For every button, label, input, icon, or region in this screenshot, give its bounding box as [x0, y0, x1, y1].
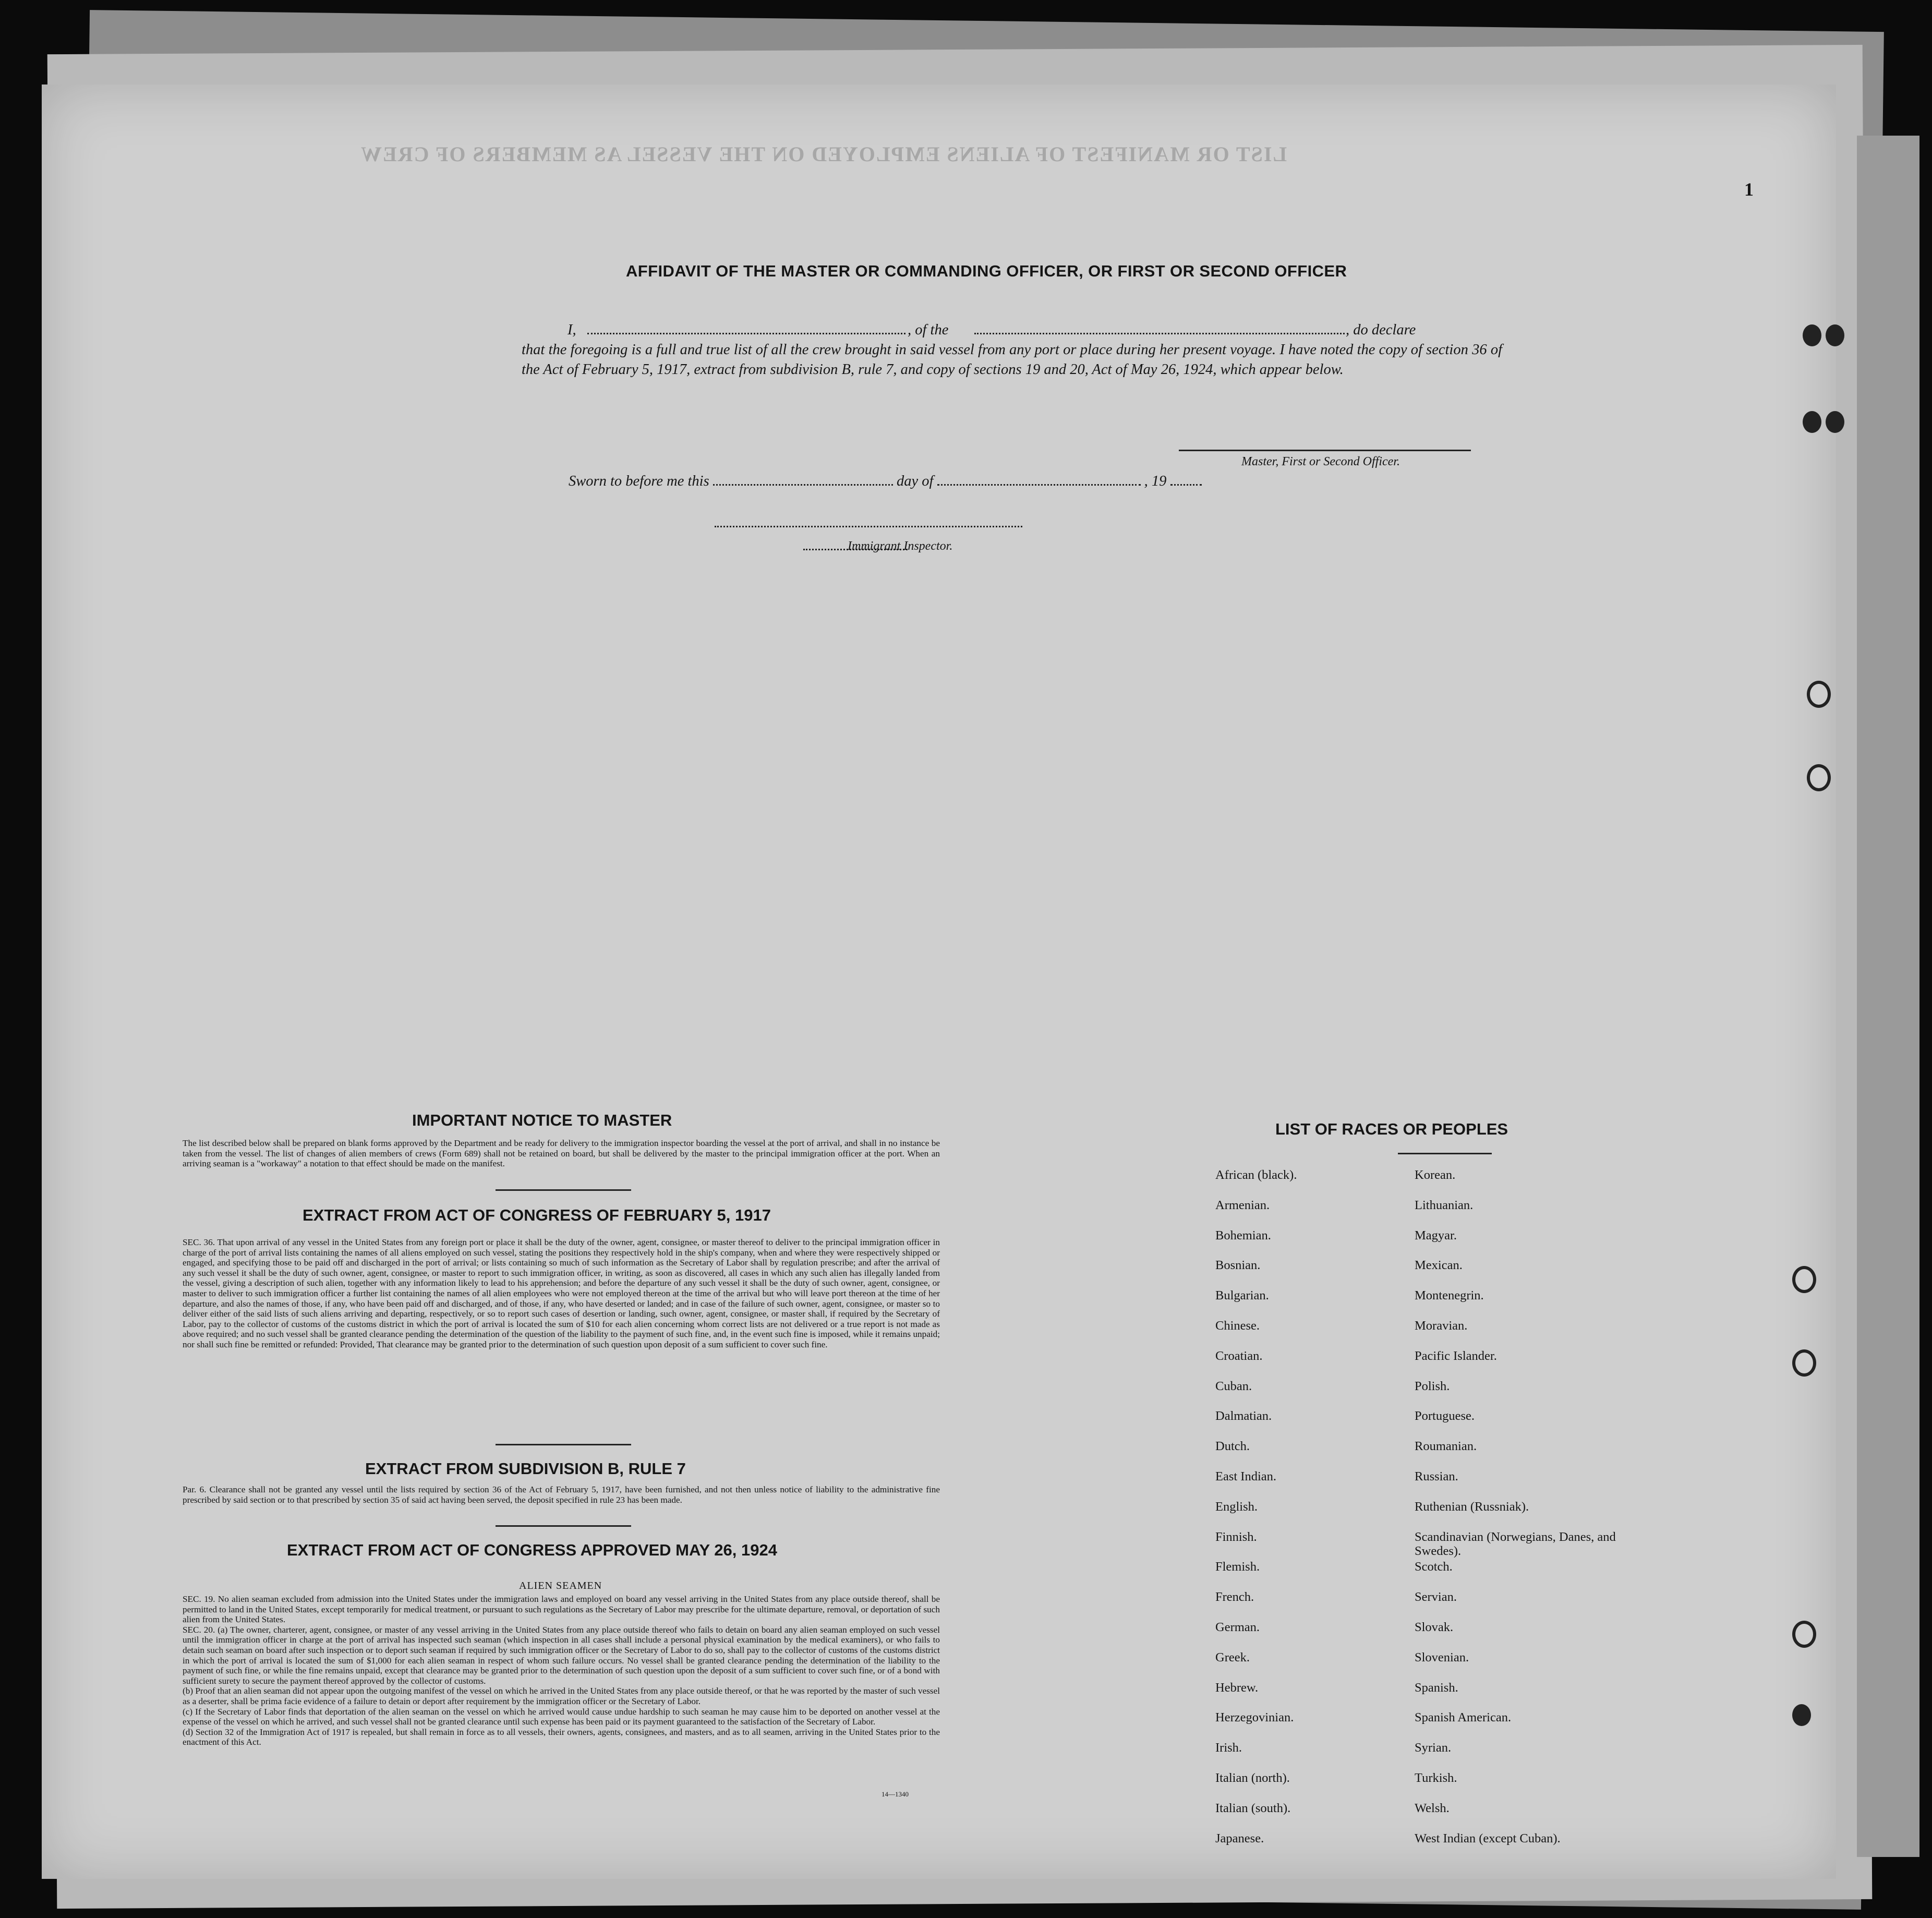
sworn-year-field[interactable]	[1170, 472, 1202, 486]
affidavit-i: I,	[567, 322, 576, 338]
race-item: Finnish.	[1215, 1529, 1257, 1544]
notice-title: IMPORTANT NOTICE TO MASTER	[412, 1111, 672, 1129]
signature-label: Master, First or Second Officer.	[1241, 455, 1400, 468]
sec-20b: (b) Proof that an alien seaman did not appear upon the outgoing manifest of the vessel on which he arrived in the United States from any place outside thereof, or that he was reported by the master of such vessel as a deserter, shall be prima facie evidence of a failure to detain or deport after requirement by the immigration officer or the Secretary of Labor.	[183, 1686, 940, 1706]
extract-1924-text	[183, 1594, 940, 1747]
sec-19: SEC. 19. No alien seaman excluded from admission into the United States under the immigration laws and employed on board any vessel arriving in the United States from any place outside thereof, shall be permitted to land in the United States, except temporarily for medical treatment, or pursuant to such regulations as the Secretary of Labor may prescribe for the ultimate departure, removal, or deportation of such alien from the United States.	[183, 1594, 940, 1625]
race-item: Bosnian.	[1215, 1258, 1261, 1273]
signature-line[interactable]	[1179, 450, 1471, 451]
race-item: Chinese.	[1215, 1318, 1260, 1333]
sworn-day-field[interactable]	[713, 472, 893, 486]
affidavit-declare: , do declare	[1346, 322, 1416, 338]
affidavit-text	[522, 320, 1502, 380]
race-item: Scotch.	[1415, 1560, 1453, 1574]
section-divider	[496, 1525, 631, 1527]
race-item: Welsh.	[1415, 1801, 1450, 1815]
sworn-day-of: day of	[896, 473, 934, 489]
race-item: West Indian (except Cuban).	[1415, 1831, 1561, 1845]
officer-name-field[interactable]	[587, 320, 905, 334]
race-item: Irish.	[1215, 1741, 1242, 1755]
sworn-prefix: Sworn to before me this	[569, 473, 709, 489]
race-item: East Indian.	[1215, 1469, 1277, 1483]
form-number: 14—1340	[882, 1790, 909, 1798]
race-item: Mexican.	[1415, 1258, 1463, 1273]
affidavit-body: that the foregoing is a full and true list of all the crew brought in said vessel from any port or place during her present voyage. I have noted the copy of section 36 of the Act of February 5, 1917, extract from subdivision B, rule 7, and copy of sections 19 and 20, Act of May 26, 1924, which appear below.	[522, 342, 1502, 378]
race-item: Italian (north).	[1215, 1770, 1290, 1785]
punch-hole	[1826, 411, 1844, 433]
race-item: Ruthenian (Russniak).	[1415, 1499, 1529, 1514]
race-item: Roumanian.	[1415, 1439, 1477, 1454]
extract-1917-text: SEC. 36. That upon arrival of any vessel in the United States from any foreign port or place it shall be the duty of the owner, agent, consignee, or master thereof to deliver to the principal immigration officer in charge of the port of arrival lists containing the names of all aliens employed on such vessel, stating the positions they respectively hold in the ship's company, when and where they were respectively shipped or engaged, and specifying those to be paid off and discharged in the port of arrival; or lists containing so much of such information as the Secretary of Labor shall by regulation prescribe; and after the arrival of any such vessel it shall be the duty of such owner, agent, consignee, or master to report to such immigration officer, in writing, as soon as discovered, all cases in which any such alien has illegally landed from the vessel, giving a description of such alien, together with any information likely to lead to his apprehension; and before the departure of any such vessel it shall be the duty of such owner, agent, consignee, or master to deliver to such immigration officer a further list containing the names of all alien employees who were not employed thereon at the time of the arrival but who will leave port thereon at the time of her departure, and also the names of those, if any, who have been paid off and discharged, and of those, if any, who have deserted or landed; and in case of the failure of such owner, agent, consignee, or master so to deliver either of the said lists of such aliens arriving and departing, respectively, or so to report such cases of desertion or landing, such owner, agent, consignee, or master shall, if required by the Secretary of Labor, pay to the collector of customs of the customs district in which the port of arrival is located the sum of $10 for each alien concerning whom correct lists are not delivered or a true report is not made as above required; and no such vessel shall be granted clearance pending the determination of the question of the liability to the payment of such fine, and, in the event such fine is imposed, while it remains unpaid; nor shall such fine be remitted or refunded: Provided, That clearance may be granted prior to the determination of such question upon deposit of a sum sufficient to cover such fine.	[183, 1237, 940, 1349]
extract-1917-title: EXTRACT FROM ACT OF CONGRESS OF FEBRUARY 5, 1917	[303, 1206, 771, 1224]
race-item: Korean.	[1415, 1168, 1456, 1182]
race-item: Slovak.	[1415, 1620, 1454, 1634]
race-item: Polish.	[1415, 1379, 1450, 1393]
race-item: Dalmatian.	[1215, 1409, 1272, 1424]
race-item: Cuban.	[1215, 1379, 1252, 1393]
race-item: Slovenian.	[1415, 1650, 1469, 1664]
race-item: Herzegovinian.	[1215, 1710, 1294, 1725]
inspector-signature-line[interactable]	[715, 526, 1022, 527]
extract-1924-title: EXTRACT FROM ACT OF CONGRESS APPROVED MAY 26, 1924	[287, 1541, 777, 1559]
race-item: Lithuanian.	[1415, 1198, 1474, 1212]
punch-hole	[1807, 681, 1831, 708]
sec-20a: SEC. 20. (a) The owner, charterer, agent, consignee, or master of any vessel arriving in the United States from any place outside thereof who fails to detain on board any alien seaman employed on such vessel until the immigration officer in charge at the port of arrival has inspected such seaman (which inspection in all cases shall include a personal physical examination by the medical examiners), or who fails to detain such seaman on board after such inspection or to deport such seaman if required by such immigration officer or the Secretary of Labor to do so, shall pay to the collector of customs of the customs district in which the port of arrival is located the sum of $1,000 for each alien seaman in respect of whom such failure occurs. No vessel shall be granted clearance pending the determination of the liability to the payment of such fine, or while the fine remains unpaid, except that clearance may be granted prior to the determination of such question upon the deposit of a sum sufficient to cover such fine, or of a bond with sufficient surety to secure the payment thereof approved by the collector of customs.	[183, 1624, 940, 1686]
alien-seamen-subtitle: ALIEN SEAMEN	[519, 1580, 602, 1591]
notice-text: The list described below shall be prepared on blank forms approved by the Department and be ready for delivery to the immigration inspector boarding the vessel at the port of arrival, and shall in no instance be taken from the vessel. The list of changes of alien members of crews (Form 689) shall not be retained on board, but shall be delivered by the master to the principal immigration officer at the port. When an arriving seaman is a "workaway" a notation to that effect should be made on the manifest.	[183, 1138, 940, 1169]
race-item: French.	[1215, 1590, 1254, 1605]
race-item: Greek.	[1215, 1650, 1250, 1664]
race-item: Armenian.	[1215, 1198, 1270, 1212]
punch-hole	[1803, 324, 1821, 346]
inspector-label: Immigrant Inspector.	[848, 539, 953, 553]
race-item: Spanish.	[1415, 1680, 1458, 1695]
section-divider	[496, 1189, 631, 1191]
punch-hole	[1803, 411, 1821, 433]
race-item: Moravian.	[1415, 1318, 1468, 1333]
punch-hole	[1792, 1621, 1816, 1648]
sworn-year: , 19	[1144, 473, 1167, 489]
bleed-through-heading: LIST OR MANIFEST OF ALIENS EMPLOYED ON THE VESSEL AS MEMBERS OF CREW	[360, 142, 1287, 166]
race-item: Turkish.	[1415, 1770, 1457, 1785]
race-item: Hebrew.	[1215, 1680, 1259, 1695]
affidavit-of-the: , of the	[908, 322, 949, 338]
punch-hole	[1792, 1349, 1816, 1377]
race-item: Bulgarian.	[1215, 1288, 1269, 1303]
races-right-column	[1415, 1168, 1644, 1861]
extract-rule7-title: EXTRACT FROM SUBDIVISION B, RULE 7	[365, 1459, 686, 1478]
race-item: Scandinavian (Norwegians, Danes, and Swedes).	[1415, 1529, 1616, 1558]
race-item: English.	[1215, 1499, 1258, 1514]
extract-rule7-text: Par. 6. Clearance shall not be granted any vessel until the lists required by section 36 of the Act of February 5, 1917, have been furnished, and not then unless notice of liability to the administrative fine prescribed by said section or to that prescribed by section 35 of said act having been served, the deposit specified in rule 23 has been made.	[183, 1485, 940, 1505]
race-item: Bohemian.	[1215, 1228, 1271, 1243]
race-item: German.	[1215, 1620, 1260, 1634]
vessel-name-field[interactable]	[974, 320, 1345, 334]
race-item: Montenegrin.	[1415, 1288, 1484, 1303]
race-item: Italian (south).	[1215, 1801, 1291, 1815]
page-mark: 1	[1744, 179, 1754, 200]
races-divider	[1398, 1153, 1492, 1154]
document-page	[42, 85, 1836, 1879]
race-item: Magyar.	[1415, 1228, 1457, 1243]
sworn-month-field[interactable]	[937, 472, 1141, 486]
race-item: Flemish.	[1215, 1560, 1260, 1574]
punch-hole	[1792, 1704, 1811, 1726]
race-item: African (black).	[1215, 1168, 1297, 1182]
section-divider	[496, 1444, 631, 1445]
race-item: Russian.	[1415, 1469, 1458, 1483]
races-left-column	[1215, 1168, 1403, 1861]
underlying-sheet-edge	[1857, 136, 1919, 1857]
affidavit-title: AFFIDAVIT OF THE MASTER OR COMMANDING OFFICER, OR FIRST OR SECOND OFFICER	[626, 262, 1347, 280]
affidavit-declaration-line	[522, 320, 1502, 340]
sec-20c: (c) If the Secretary of Labor finds that deportation of the alien seaman on the vessel on which he arrived would cause undue hardship to such seaman he may cause him to be deported on another vessel at the expense of the vessel on which he arrived, and such vessel shall not be granted clearance until such expense has been paid or its payment guaranteed to the satisfaction of the Secretary of Labor.	[183, 1706, 940, 1727]
sec-20d: (d) Section 32 of the Immigration Act of 1917 is repealed, but shall remain in force as to all vessels, their owners, agents, consignees, and masters, and as to all seamen, arriving in the United States prior to the enactment of this Act.	[183, 1727, 940, 1747]
punch-hole	[1792, 1266, 1816, 1293]
punch-hole	[1807, 764, 1831, 791]
race-item: Croatian.	[1215, 1348, 1263, 1363]
race-item: Japanese.	[1215, 1831, 1264, 1845]
race-item: Pacific Islander.	[1415, 1348, 1497, 1363]
race-item: Spanish American.	[1415, 1710, 1512, 1725]
race-item: Dutch.	[1215, 1439, 1250, 1454]
races-title: LIST OF RACES OR PEOPLES	[1275, 1120, 1508, 1138]
race-item: Servian.	[1415, 1590, 1457, 1605]
sworn-line	[569, 472, 1202, 490]
race-item: Syrian.	[1415, 1741, 1452, 1755]
race-item: Portuguese.	[1415, 1409, 1475, 1424]
punch-hole	[1826, 324, 1844, 346]
